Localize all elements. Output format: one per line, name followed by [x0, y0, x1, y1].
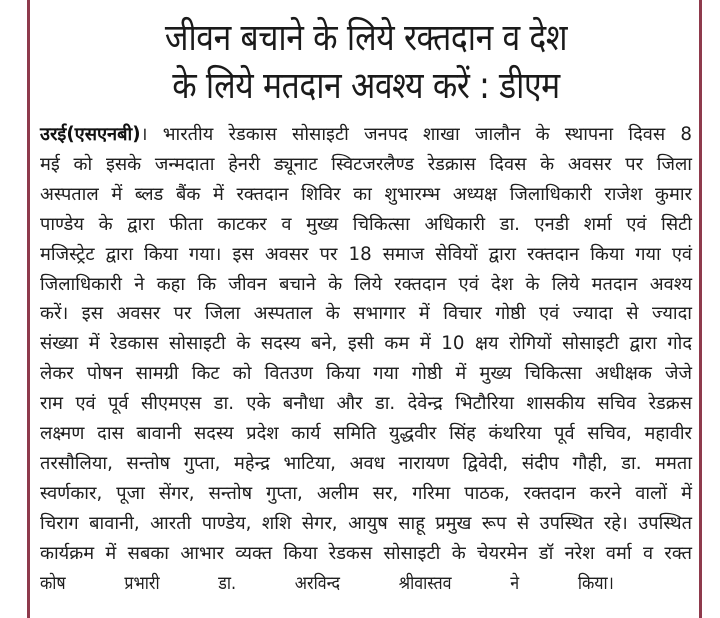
- body-line-4: पाण्डेय के द्वारा फीता काटकर व मुख्य चिकित्सा अधिकारी डा. एनडी शर्मा एवं सिटी: [40, 213, 692, 235]
- body-line-1: [40, 120, 692, 150]
- body-line-9: लेकर पोषन सामग्री किट को वितउण किया गया गोष्ठी में मुख्य चिकित्सा अधीक्षक जेजे: [40, 363, 692, 385]
- body-line-1-text: । भारतीय रेडकास सोसाइटी जनपद शाखा जालौन के स्थापना दिवस 8: [140, 124, 692, 145]
- body-line-6: जिलाधिकारी ने कहा कि जीवन बचाने के लिये रक्तदान एवं देश के लिये मतदान अवश्य: [40, 273, 692, 295]
- body-line-13: स्वर्णकार, पूजा सेंगर, सन्तोष गुप्ता, अलीम सर, गरिमा पाठक, रक्तदान करने वालों में: [40, 482, 692, 504]
- headline-line-2: के लिये मतदान अवश्य करें : डीएम: [172, 64, 560, 107]
- body-line-11: लक्ष्मण दास बावानी सदस्य प्रदेश कार्य समिति युद्धवीर सिंह कंथरिया पूर्व सचिव, महावीर: [40, 423, 692, 445]
- body-line-15: कार्यक्रम में सबका आभार व्यक्त किया रेडकस सोसाइटी के चेयरमेन डॉ नरेश वर्मा व रक्त: [40, 542, 692, 564]
- body-line-2: मई को इसके जन्मदाता हेनरी ड्यूनाट स्विटजरलैण्ड रेडक्रास दिवस के अवसर पर जिला: [40, 153, 692, 175]
- body-line-12: तरसौलिया, सन्तोष गुप्ता, महेन्द्र भाटिया, अवध नारायण द्विवेदी, संदीप गौही, डा. ममता: [40, 452, 692, 474]
- body-line-8: संख्या में रेडकास सोसाइटी के सदस्य बने, इसी कम में 10 क्षय रोगियों सोसाइटी द्वारा गोद: [40, 333, 692, 355]
- body-line-5: मजिस्ट्रेट द्वारा किया गया। इस अवसर पर 18 समाज सेवियों द्वारा रक्तदान किया गया एवं: [40, 243, 692, 265]
- body-line-10: राम एवं पूर्व सीएमएस डा. एके बनौधा और डा. देवेन्द्र भिटौरिया शासकीय सचिव रेडक्रस: [40, 393, 692, 415]
- headline-line-1: जीवन बचाने के लिये रक्तदान व देश: [164, 16, 568, 59]
- dateline: उरई(एसएनबी): [40, 124, 141, 145]
- body-line-14: चिराग बावानी, आरती पाण्डेय, शशि सेगर, आयुष साहू प्रमुख रूप से उपस्थित रहे। उपस्थित: [40, 512, 692, 534]
- body-line-3: अस्पताल में ब्लड बैंक में रक्तदान शिविर का शुभारम्भ अध्यक्ष जिलाधिकारी राजेश कुमार: [40, 183, 692, 205]
- article-body: [40, 120, 692, 599]
- headline: [77, 14, 655, 110]
- body-line-16: कोष प्रभारी डा. अरविन्द श्रीवास्तव ने किया।: [40, 572, 614, 594]
- body-line-7: करें। इस अवसर पर जिला अस्पताल के सभागार में विचार गोष्ठी एवं ज्यादा से ज्यादा: [40, 303, 692, 325]
